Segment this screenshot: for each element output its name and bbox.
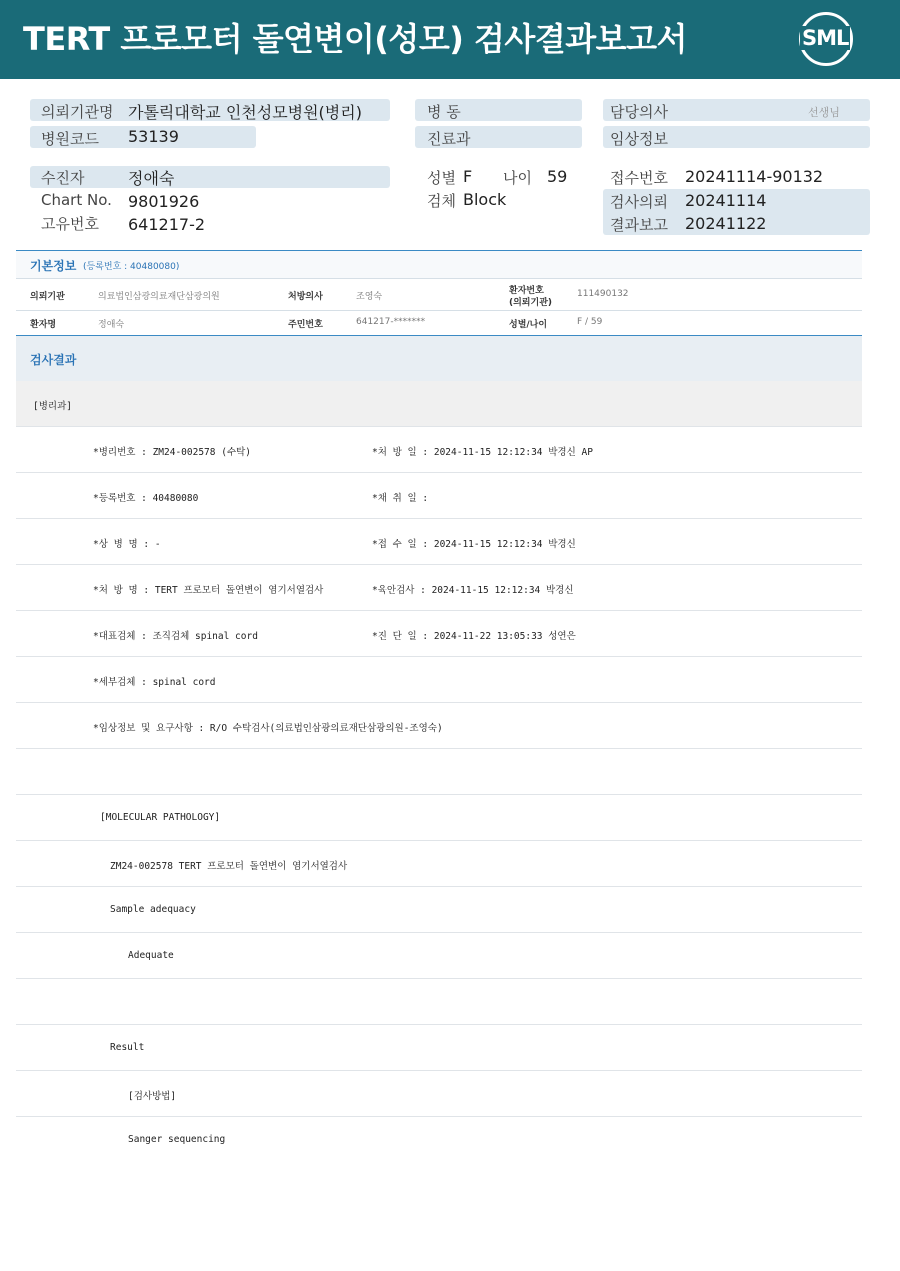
- sex-age-val: F / 59: [577, 317, 603, 327]
- blank-row: [16, 749, 862, 795]
- result-row: [16, 565, 862, 611]
- institution-value: 가톨릭대학교 인천성모병원(병리): [128, 103, 362, 122]
- sex-age-key: 성별/나이: [509, 320, 548, 330]
- case-line: ZM24-002578 TERT 프로모터 돌연변이 염기서열검사: [110, 861, 348, 872]
- clinical-info-label: 임상정보: [610, 130, 668, 148]
- basic-info-row: [16, 311, 862, 333]
- patient-val: 정애숙: [98, 320, 125, 330]
- department-text: [병리과]: [33, 401, 72, 412]
- sml-logo: [795, 10, 855, 68]
- doctor-suffix: 선생님: [808, 106, 840, 119]
- patient-number-key-sub: (의뢰기관): [509, 298, 553, 308]
- patient-key: 환자명: [30, 320, 57, 330]
- result-left: *처 방 명 : TERT 프로모터 돌연변이 염기서열검사: [93, 585, 324, 596]
- result-right: *육안검사 : 2024-11-15 12:12:34 박경신: [372, 585, 574, 596]
- result-left: *임상정보 및 요구사항 : R/O 수탁검사(의료법인삼광의료재단삼광의원-조영숙): [93, 723, 443, 734]
- patient-name: 정애숙: [128, 169, 175, 188]
- method-head-row: [16, 1071, 862, 1117]
- result-row: [16, 611, 862, 657]
- age-value: 59: [547, 167, 568, 186]
- sex-value: F: [463, 167, 473, 186]
- patient-number-val: 111490132: [577, 289, 629, 299]
- result-right: *접 수 일 : 2024-11-15 12:12:34 박경신: [372, 539, 576, 550]
- doctor-label: 담당의사: [610, 103, 668, 121]
- chart-number: 9801926: [128, 192, 200, 211]
- prescriber-key: 처방의사: [288, 292, 323, 302]
- logo-text: SML: [802, 26, 849, 50]
- result-label-row: [16, 1025, 862, 1071]
- request-label: 검사의뢰: [610, 193, 668, 211]
- result-left: *상 병 명 : -: [93, 539, 161, 550]
- result-left: *등록번호 : 40480080: [93, 493, 199, 504]
- sample-adequacy-label: Sample adequacy: [110, 904, 196, 915]
- hospital-code-label: 병원코드: [41, 130, 99, 148]
- department-label: 진료과: [427, 130, 471, 148]
- adequate-row: [16, 933, 862, 979]
- unique-number-label: 고유번호: [41, 215, 99, 233]
- basic-info-title: 기본정보: [30, 259, 77, 273]
- report-header: [0, 0, 900, 79]
- result-left: *세부검체 : spinal cord: [93, 677, 216, 688]
- basic-info-header: [16, 250, 862, 279]
- resident-id-key: 주민번호: [288, 320, 323, 330]
- method-row: [16, 1117, 862, 1162]
- registration-number: (등록번호 : 40480080): [83, 262, 180, 272]
- method-heading: [검사방법]: [128, 1091, 177, 1102]
- prescriber-val: 조영숙: [356, 292, 383, 302]
- institution-val: 의료법인삼광의료재단삼광의원: [98, 292, 220, 302]
- reception-number: 20241114-90132: [685, 167, 824, 186]
- case-row: [16, 841, 862, 887]
- patient-label: 수진자: [41, 169, 85, 187]
- results-title: 검사결과: [30, 353, 77, 367]
- age-label: 나이: [503, 169, 532, 187]
- unique-number: 641217-2: [128, 215, 206, 234]
- molecular-heading: [MOLECULAR PATHOLOGY]: [100, 812, 221, 823]
- method-value: Sanger sequencing: [128, 1134, 226, 1145]
- result-right: *채 취 일 :: [372, 493, 429, 504]
- specimen-label: 검체: [427, 192, 456, 210]
- result-right: *진 단 일 : 2024-11-22 13:05:33 성연은: [372, 631, 576, 642]
- result-row: [16, 657, 862, 703]
- result-right: *처 방 일 : 2024-11-15 12:12:34 박경신 AP: [372, 447, 593, 458]
- specimen-value: Block: [463, 190, 507, 209]
- chart-label: Chart No.: [41, 191, 112, 209]
- report-title: TERT 프로모터 돌연변이(성모) 검사결과보고서: [23, 20, 687, 58]
- sample-adequacy-row: [16, 887, 862, 933]
- result-left: *대표검체 : 조직검체 spinal cord: [93, 631, 258, 642]
- resident-id-val: 641217-*******: [356, 317, 426, 327]
- report-label: 결과보고: [610, 216, 668, 234]
- institution-label: 의뢰기관명: [41, 103, 114, 121]
- results-header: [16, 335, 862, 382]
- result-label: Result: [110, 1042, 145, 1053]
- ward-label: 병 동: [427, 103, 461, 121]
- reception-label: 접수번호: [610, 169, 668, 187]
- patient-number-key: 환자번호: [509, 286, 544, 296]
- molecular-row: [16, 795, 862, 841]
- sex-label: 성별: [427, 169, 456, 187]
- request-date: 20241114: [685, 191, 767, 210]
- hospital-code-value: 53139: [128, 127, 179, 146]
- result-row: [16, 427, 862, 473]
- result-row: [16, 473, 862, 519]
- institution-key: 의뢰기관: [30, 292, 65, 302]
- basic-info-row: [16, 278, 862, 311]
- report-date: 20241122: [685, 214, 767, 233]
- department-row: [16, 381, 862, 427]
- blank-row: [16, 979, 862, 1025]
- result-row: [16, 703, 862, 749]
- result-left: *병리번호 : ZM24-002578 (수탁): [93, 447, 252, 458]
- result-row: [16, 519, 862, 565]
- adequate-value: Adequate: [128, 950, 174, 961]
